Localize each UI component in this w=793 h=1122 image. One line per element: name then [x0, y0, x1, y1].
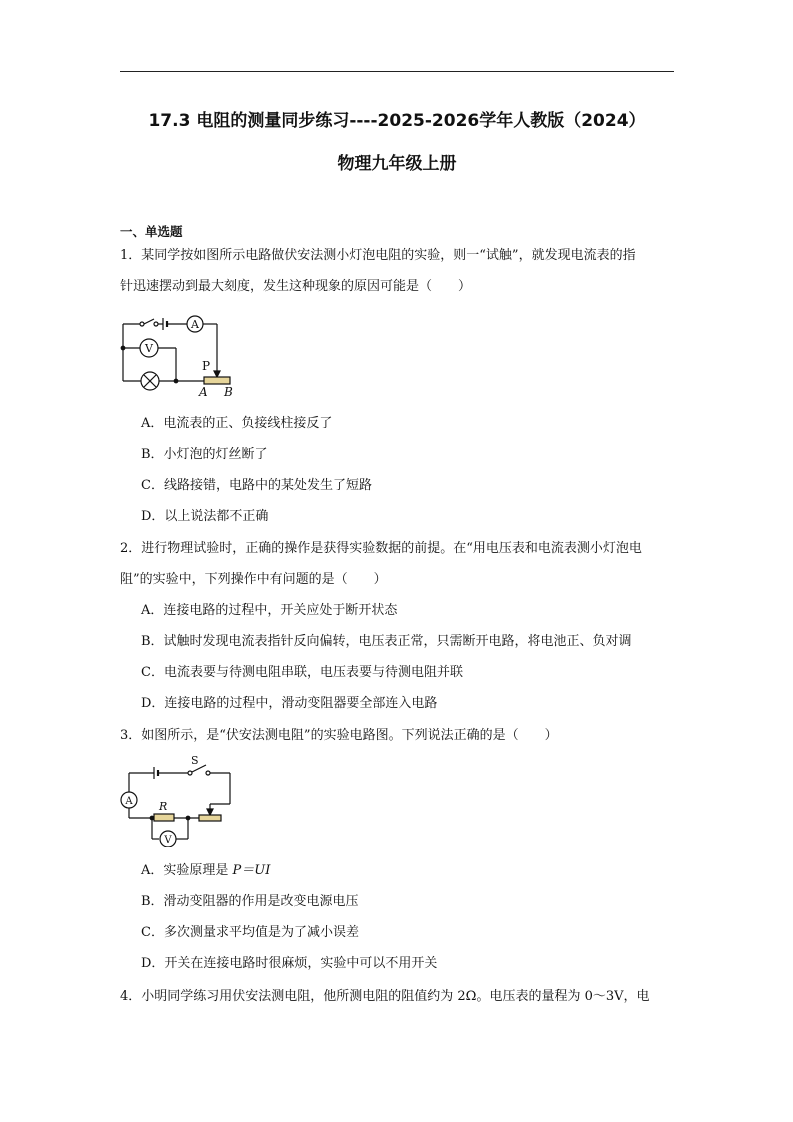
question-3-option-d: D．开关在连接电路时很麻烦，实验中可以不用开关: [141, 956, 438, 971]
slider-label: P: [202, 359, 211, 373]
resistor-icon: [154, 814, 174, 821]
slider-arrow-icon: [214, 371, 220, 377]
question-1-line-1: 1．某同学按如图所示电路做伏安法测小灯泡电阻的实验，则一“试触”，就发现电流表的指: [120, 248, 636, 263]
header-rule: [120, 71, 674, 72]
document-subtitle: 物理九年级上册: [337, 154, 457, 174]
rheostat-icon: [199, 815, 221, 821]
question-3-option-a: [141, 861, 270, 881]
switch-contact-icon: [206, 771, 210, 775]
switch-lever-icon: [144, 319, 154, 324]
question-2-option-b: B．试触时发现电流表指针反向偏转，电压表正常，只需断开电路，将电池正、负对调: [141, 634, 632, 649]
rheostat-icon: [204, 377, 230, 384]
question-3-option-c: C．多次测量求平均值是为了减小误差: [141, 925, 359, 940]
end-a-label: A: [199, 385, 208, 398]
resistor-label: R: [159, 800, 168, 813]
question-1-circuit-diagram: [118, 313, 248, 398]
voltmeter-label: V: [145, 342, 153, 355]
question-2-stem: [120, 533, 676, 595]
question-4-stem: 4．小明同学练习用伏安法测电阻，他所测电阻的阻值约为 2Ω。电压表的量程为 0～3V，电: [120, 989, 650, 1004]
question-1-stem: [120, 240, 676, 302]
document-title: 17.3 电阻的测量同步练习----2025-2026学年人教版（2024）: [148, 111, 646, 131]
ammeter-label: A: [125, 796, 133, 807]
switch-contact-icon: [140, 322, 144, 326]
switch-contact-icon: [188, 771, 192, 775]
end-b-label: B: [224, 385, 233, 398]
question-3-option-a-formula: P＝UI: [232, 863, 271, 878]
question-3-circuit-diagram: [118, 752, 238, 847]
question-2-option-c: C．电流表要与待测电阻串联，电压表要与待测电阻并联: [141, 665, 463, 680]
section-heading: 一、单选题: [120, 224, 183, 239]
question-2-option-a: A．连接电路的过程中，开关应处于断开状态: [141, 603, 398, 618]
switch-label: S: [191, 754, 199, 767]
question-1-option-b: B．小灯泡的灯丝断了: [141, 447, 268, 462]
question-1-option-d: D．以上说法都不正确: [141, 509, 269, 524]
question-1-option-c: C．线路接错，电路中的某处发生了短路: [141, 478, 372, 493]
junction-dot: [121, 346, 125, 350]
voltmeter-label: V: [164, 835, 172, 846]
question-3-option-b: B．滑动变阻器的作用是改变电源电压: [141, 894, 359, 909]
question-1-line-2: 针迅速摆动到最大刻度，发生这种现象的原因可能是（ ）: [120, 279, 472, 294]
question-2-line-1: 2．进行物理试验时，正确的操作是获得实验数据的前提。在“用电压表和电流表测小灯泡电: [120, 541, 642, 556]
question-1-option-a: A．电流表的正、负接线柱接反了: [141, 416, 333, 431]
question-2-option-d: D．连接电路的过程中，滑动变阻器要全部连入电路: [141, 696, 438, 711]
question-3-stem: 3．如图所示，是“伏安法测电阻”的实验电路图。下列说法正确的是（ ）: [120, 728, 558, 743]
question-3-option-a-prefix: A．实验原理是: [141, 863, 233, 878]
slider-arrow-icon: [207, 809, 213, 815]
question-2-line-2: 阻”的实验中，下列操作中有问题的是（ ）: [120, 572, 387, 587]
switch-contact-icon: [154, 322, 158, 326]
ammeter-label: A: [191, 318, 199, 331]
